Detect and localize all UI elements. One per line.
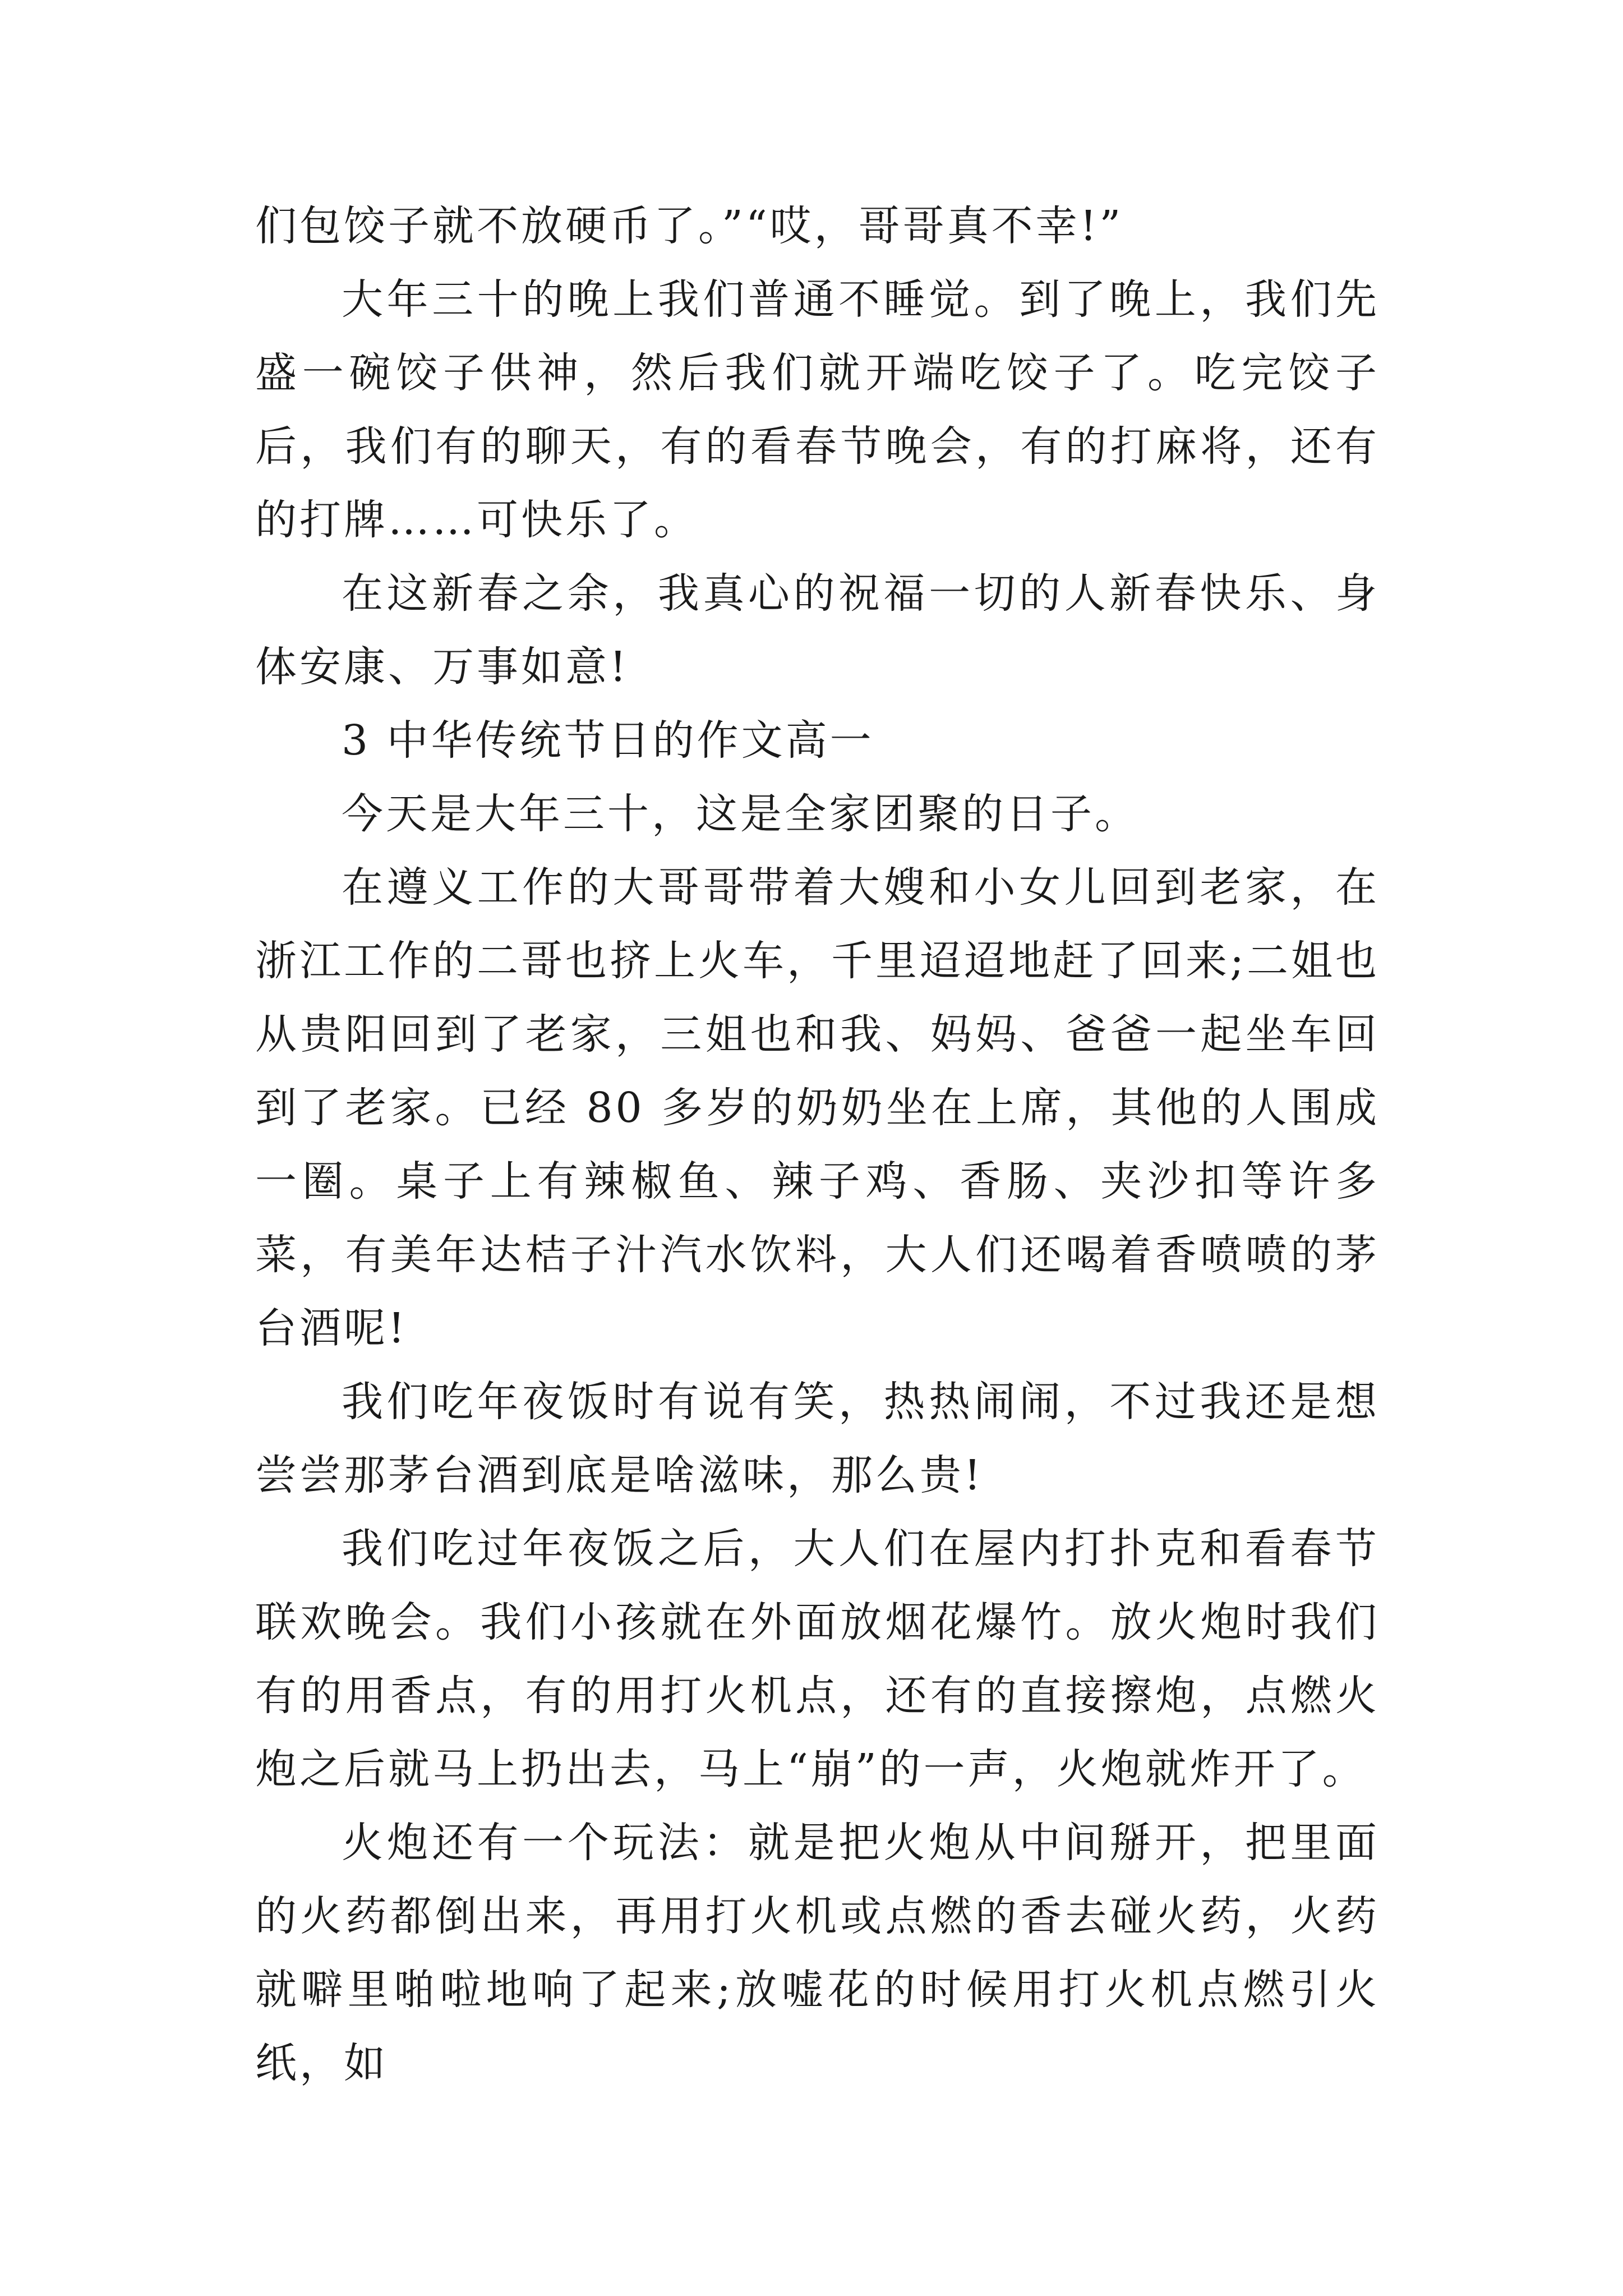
paragraph-continuation: 们包饺子就不放硬币了。”“哎，哥哥真不幸!” xyxy=(255,202,1124,250)
paragraph: 我们吃过年夜饭之后，大人们在屋内打扑克和看春节联欢晚会。我们小孩就在外面放烟花爆竹。放火炮时我们有的用香点，有的用打火机点，还有的直接擦炮，点燃火炮之后就马上扔出去，马上“崩”的一声，火炮就炸开了。 xyxy=(255,1525,1380,1793)
document-body xyxy=(255,190,1380,2100)
paragraph: 今天是大年三十，这是全家团聚的日子。 xyxy=(342,790,1139,838)
paragraph: 在这新春之余，我真心的祝福一切的人新春快乐、身体安康、万事如意! xyxy=(255,569,1380,691)
section-heading: 3 中华传统节日的作文高一 xyxy=(342,716,874,765)
paragraph: 火炮还有一个玩法：就是把火炮从中间掰开，把里面的火药都倒出来，再用打火机或点燃的香去碰火药，火药就噼里啪啦地响了起来;放嘘花的时候用打火机点燃引火纸，如 xyxy=(255,1819,1380,2087)
paragraph: 在遵义工作的大哥哥带着大嫂和小女儿回到老家，在浙江工作的二哥也挤上火车，千里迢迢地赶了回来;二姐也从贵阳回到了老家，三姐也和我、妈妈、爸爸一起坐车回到了老家。已经 80 多岁的奶奶坐在上席，其他的人围成一圈。桌子上有辣椒鱼、辣子鸡、香肠、夹沙扣等许多菜，有美年达桔子汁汽水饮料，大人们还喝着香喷喷的茅台酒呢! xyxy=(255,863,1380,1352)
paragraph: 我们吃年夜饭时有说有笑，热热闹闹，不过我还是想尝尝那茅台酒到底是啥滋味，那么贵! xyxy=(255,1378,1380,1499)
paragraph: 大年三十的晚上我们普通不睡觉。到了晚上，我们先盛一碗饺子供神，然后我们就开端吃饺子了。吃完饺子后，我们有的聊天，有的看春节晚会，有的打麻将，还有的打牌……可快乐了。 xyxy=(255,275,1380,544)
